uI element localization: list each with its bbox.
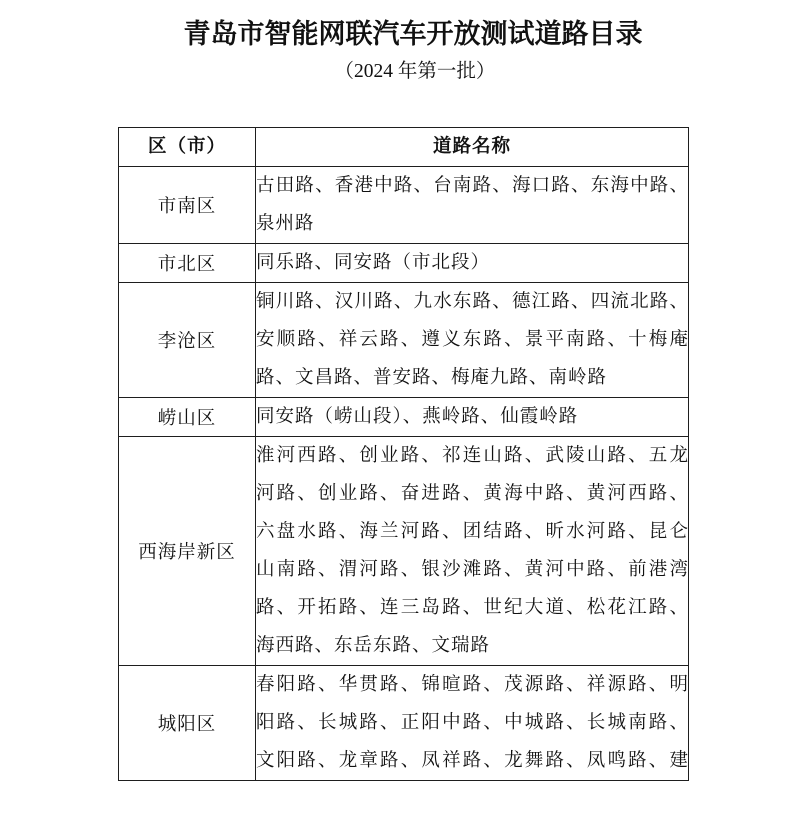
table-header-row: [119, 128, 689, 167]
table-row: [119, 437, 689, 666]
table-row: [119, 283, 689, 398]
table-row: [119, 398, 689, 437]
road-names-line: 路、开拓路、连三岛路、世纪大道、松花江路、: [256, 597, 688, 618]
road-names-line: 阳路、长城路、正阳中路、中城路、长城南路、: [256, 712, 688, 733]
road-names-line: 春阳路、华贯路、锦暄路、茂源路、祥源路、明: [256, 674, 688, 695]
road-names-line: 淮河西路、创业路、祁连山路、武陵山路、五龙: [256, 445, 688, 466]
road-names-cell: [256, 167, 689, 244]
document-title: 青岛市智能网联汽车开放测试道路目录: [183, 19, 643, 50]
document-subtitle: （2024 年第一批）: [334, 61, 496, 82]
road-names-line: 文阳路、龙章路、凤祥路、龙舞路、凤鸣路、建: [256, 750, 688, 771]
table-row: [119, 666, 689, 781]
road-names-line: 河路、创业路、奋进路、黄海中路、黄河西路、: [256, 483, 688, 504]
district-cell: 城阳区: [119, 666, 256, 781]
road-directory-table: [118, 127, 689, 781]
header-district: 区（市）: [119, 128, 256, 167]
road-names-line: 泉州路: [256, 213, 315, 234]
road-names-cell: [256, 244, 689, 283]
road-names-cell: [256, 437, 689, 666]
road-names-line: 铜川路、汉川路、九水东路、德江路、四流北路、: [256, 291, 688, 312]
road-names-line: 安顺路、祥云路、遵义东路、景平南路、十梅庵: [256, 329, 688, 350]
table-row: [119, 244, 689, 283]
road-names-cell: [256, 398, 689, 437]
road-names-cell: [256, 283, 689, 398]
road-names-line: 同乐路、同安路（市北段）: [256, 252, 491, 273]
road-names-line: 古田路、香港中路、台南路、海口路、东海中路、: [256, 175, 688, 196]
district-cell: 李沧区: [119, 283, 256, 398]
table-row: [119, 167, 689, 244]
header-road-names: 道路名称: [256, 128, 689, 167]
district-cell: 西海岸新区: [119, 437, 256, 666]
road-names-line: 山南路、渭河路、银沙滩路、黄河中路、前港湾: [256, 559, 688, 580]
district-cell: 崂山区: [119, 398, 256, 437]
road-names-line: 路、文昌路、普安路、梅庵九路、南岭路: [256, 367, 608, 388]
district-cell: 市北区: [119, 244, 256, 283]
road-names-line: 海西路、东岳东路、文瑞路: [256, 635, 491, 656]
district-cell: 市南区: [119, 167, 256, 244]
road-names-cell: [256, 666, 689, 781]
road-names-line: 同安路（崂山段）、燕岭路、仙霞岭路: [256, 406, 579, 427]
road-names-line: 六盘水路、海兰河路、团结路、昕水河路、昆仑: [256, 521, 688, 542]
